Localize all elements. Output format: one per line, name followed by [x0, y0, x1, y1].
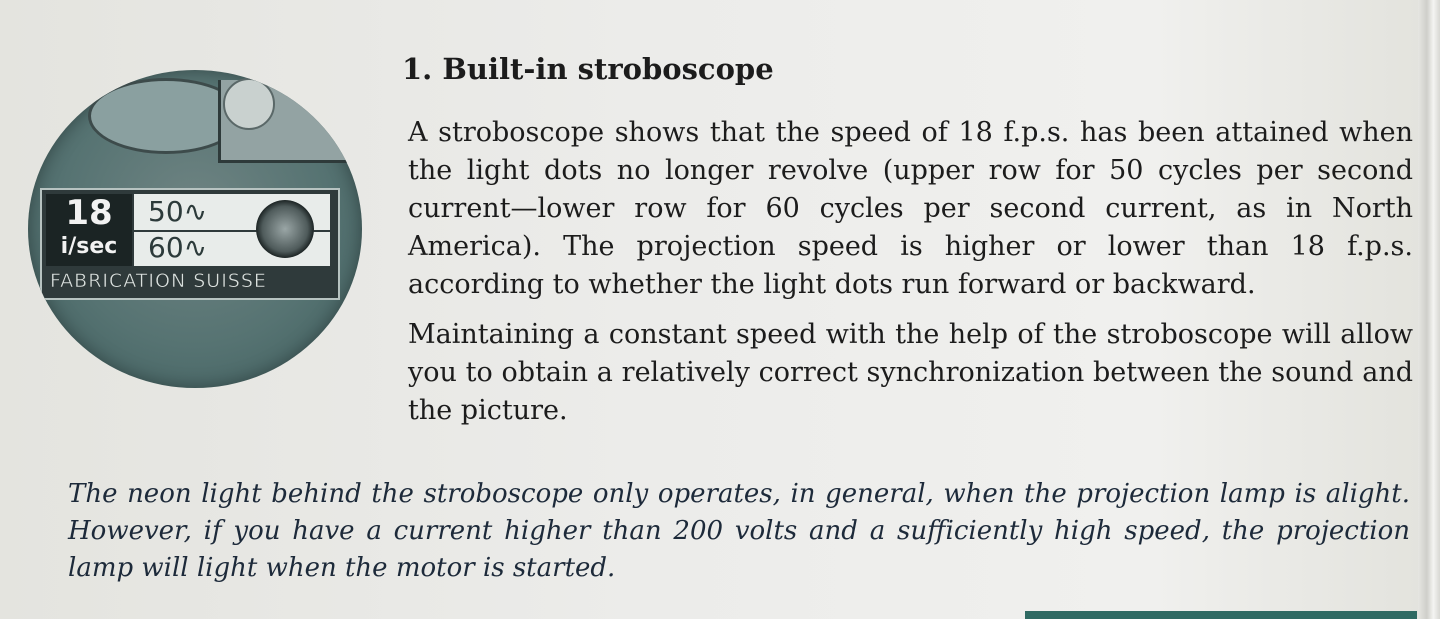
body-paragraph-2: Maintaining a constant speed with the help of the stroboscope will allow you to obtain a relatively correct synchronization between the sound and the picture. — [408, 319, 1413, 426]
speed-number: 18 — [65, 193, 113, 233]
projector-dial — [223, 78, 275, 130]
body-paragraph-1: A stroboscope shows that the speed of 18 f.p.s. has been attained when the light dots no longer revolve (upper row for 50 cycles per second current—lower row for 60 cycles per second current, as in North America). The projection speed is higher or lower than 18 f.p.s. according to whether the light dots run forward or backward. — [408, 117, 1413, 300]
page-edge — [1418, 0, 1440, 619]
maker-label: FABRICATION SUISSE — [50, 270, 267, 292]
section-heading: 1. Built-in stroboscope — [402, 52, 774, 86]
upper-cycle-label: 50∿ — [148, 195, 208, 228]
cycle-panel — [134, 194, 330, 266]
speed-unit: i/sec — [60, 234, 118, 259]
neon-lamp-icon — [256, 200, 314, 258]
stroboscope-photo — [28, 70, 362, 388]
next-page-strip — [1025, 611, 1417, 619]
italic-note: The neon light behind the stroboscope only operates, in general, when the projection lamp is alight. However, if you have a current higher than 200 volts and a sufficiently high speed, the projection lamp will light when the motor is started. — [68, 479, 1410, 583]
lower-cycle-label: 60∿ — [148, 231, 208, 264]
speed-badge — [46, 194, 132, 266]
speed-label-plate — [40, 188, 340, 300]
